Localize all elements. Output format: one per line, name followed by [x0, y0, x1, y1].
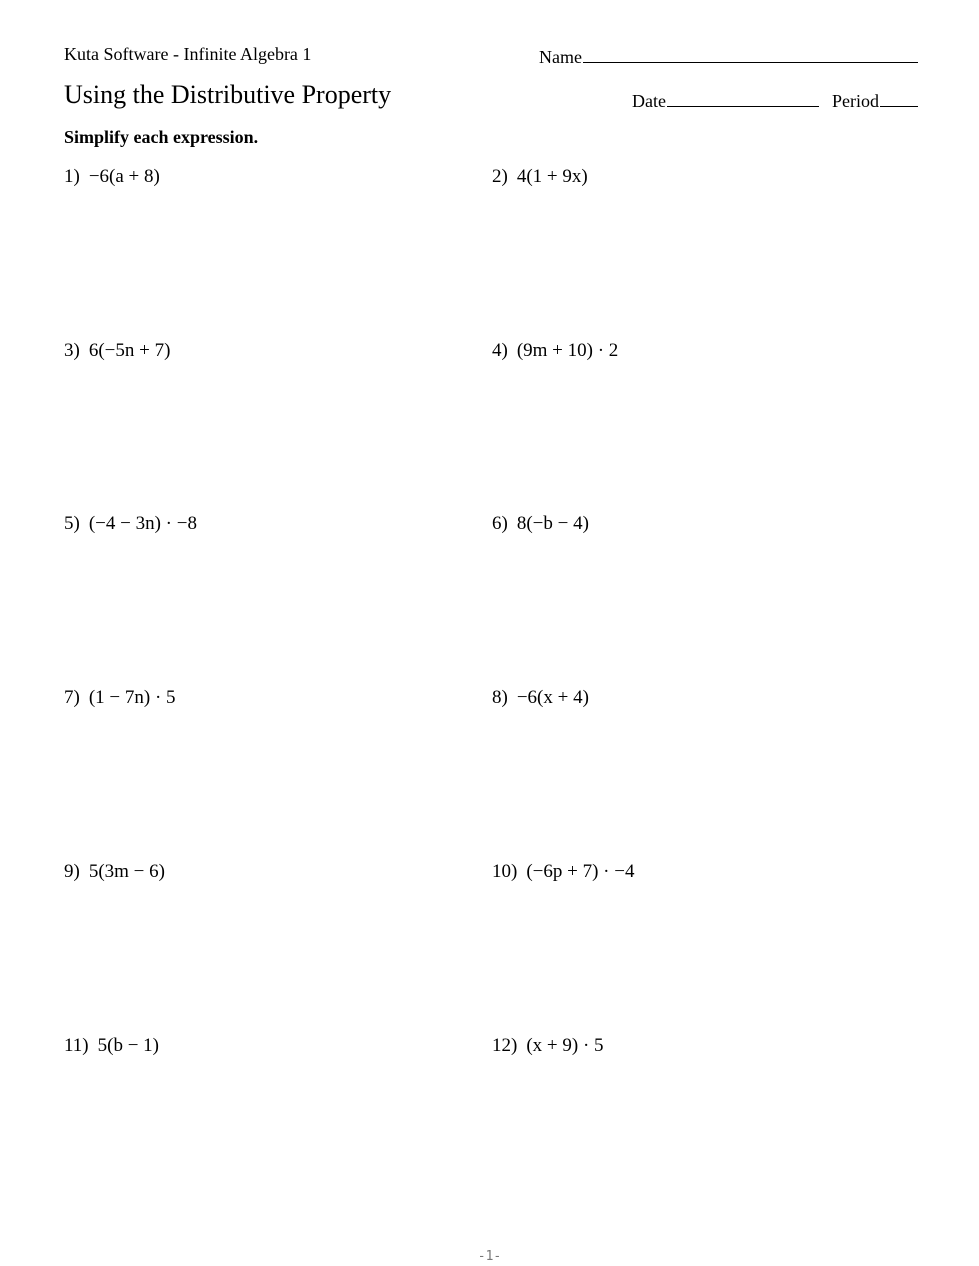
name-blank-line[interactable] — [583, 44, 918, 63]
problem-expression: (x + 9) · 5 — [526, 1035, 604, 1056]
problem-item — [492, 166, 588, 188]
problem-expression: (1 − 7n) · 5 — [88, 687, 176, 708]
problem-item — [492, 340, 618, 362]
problem-expression: (−4 − 3n) · −8 — [88, 513, 197, 534]
problem-number: 7) — [64, 687, 80, 708]
problem-number: 10) — [492, 861, 518, 882]
problem-expression: −6(x + 4) — [516, 687, 589, 708]
problem-expression: 5(3m − 6) — [88, 861, 165, 882]
name-label: Name — [539, 47, 582, 67]
problem-item — [492, 861, 634, 883]
period-blank-line[interactable] — [880, 88, 918, 107]
problem-number: 12) — [492, 1035, 518, 1056]
problem-item — [64, 166, 160, 188]
problem-number: 4) — [492, 340, 508, 361]
problem-expression: (−6p + 7) · −4 — [526, 861, 635, 882]
problem-item — [64, 861, 165, 883]
problem-expression: 6(−5n + 7) — [88, 340, 171, 361]
problem-expression: −6(a + 8) — [88, 166, 160, 187]
problem-item — [64, 513, 197, 535]
page-number: -1- — [477, 1249, 502, 1264]
date-blank-line[interactable] — [667, 88, 819, 107]
problem-item — [492, 513, 589, 535]
problem-number: 11) — [64, 1035, 89, 1056]
problem-number: 9) — [64, 861, 80, 882]
problem-expression: (9m + 10) · 2 — [516, 340, 619, 361]
problem-number: 1) — [64, 166, 80, 187]
problem-item — [492, 687, 589, 709]
problem-number: 2) — [492, 166, 508, 187]
problem-expression: 5(b − 1) — [97, 1035, 159, 1056]
name-field[interactable] — [539, 44, 918, 68]
problem-number: 8) — [492, 687, 508, 708]
problem-item — [64, 340, 170, 362]
publisher-label: Kuta Software - Infinite Algebra 1 — [64, 44, 312, 64]
worksheet-title: Using the Distributive Property — [64, 80, 392, 109]
date-label: Date — [632, 91, 666, 111]
problem-number: 6) — [492, 513, 508, 534]
problem-expression: 4(1 + 9x) — [516, 166, 588, 187]
instructions: Simplify each expression. — [64, 127, 259, 147]
date-field[interactable] — [632, 88, 819, 112]
period-label: Period — [832, 91, 879, 111]
problem-expression: 8(−b − 4) — [516, 513, 589, 534]
problem-item — [64, 1035, 159, 1057]
period-field[interactable] — [832, 88, 918, 112]
problem-number: 5) — [64, 513, 80, 534]
problem-item — [492, 1035, 604, 1057]
problem-number: 3) — [64, 340, 80, 361]
problem-item — [64, 687, 176, 709]
